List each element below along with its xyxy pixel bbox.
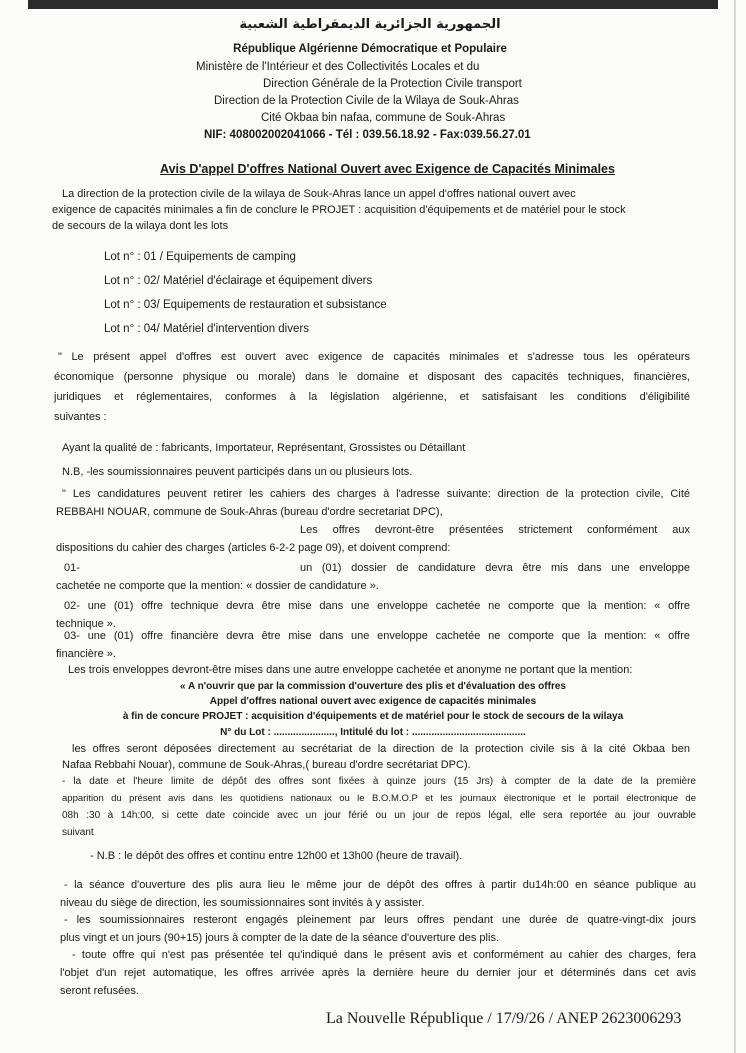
header-direction: Direction de la Protection Civile de la Wilaya de Souk-Ahras [214,95,519,107]
rejet-line: l'objet d'un rejet automatique, les offres arrivée après la dernière heure du dernier jour et déterminés dans cet avis [60,967,696,979]
seance-line: niveau du siège de direction, les soumissionnaires sont invités à y assister. [60,897,425,909]
depot-line: les offres seront déposées directement au secrétariat de la direction de la protection civile sis à la cité Okbaa ben [72,743,690,755]
lot-item: Lot n° : 01 / Equipements de camping [104,251,296,263]
arabic-title: الجمهورية الجزائرية الديمقراطية الشعبية [239,17,501,32]
offres-line: dispositions du cahier des charges (articles 6-2-2 page 09), et doivent comprend: [56,542,451,554]
intro-line: exigence de capacités minimales a fin de conclure le PROJET : acquisition d'équipements et de matériel pour le stock [52,204,626,216]
intro-line: La direction de la protection civile de la wilaya de Souk-Ahras lance un appel d'offres national ouvert avec [62,188,576,200]
retrait-line: " Les candidatures peuvent retirer les cahiers des charges à l'adresse suivante: direction de la protection civile, Cité [62,488,690,500]
header-dg: Direction Générale de la Protection Civile transport [263,78,522,90]
mention-line: N° du Lot : ......................, Intitulé du lot : ......................................... [220,727,526,738]
header-contacts: NIF: 408002002041066 - Tél : 039.56.18.92 - Fax:039.56.27.01 [204,129,531,141]
enveloppe-line: Les trois enveloppes devront-être mises dans une autre enveloppe cachetée et anonyme ne portant que la mention: [68,664,633,676]
lot-item: Lot n° : 02/ Matériel d'éclairage et équipement divers [104,275,373,287]
item-01-number: 01- [64,562,80,574]
delai-line: 08h :30 à 14h:00, si cette date coincide avec un jour férié ou un jour de repos légal, elle sera reportée au jour ouvrable [62,810,696,821]
eligibility-line: juridiques et réglementaires, conformes à la législation algérienne, et satisfaisant les conditions d'éligibilité [54,391,690,403]
scan-right-edge [734,0,736,1053]
offres-line: Les offres devront-être présentées strictement conformément aux [300,524,690,536]
rejet-line: - toute offre qui n'est pas présentée tel qu'indiqué dans le présent avis et conformément au cahier des charges, fera [72,949,696,961]
eligibility-line: économique (personne physique ou morale) dans le domaine et disposant des capacités techniques, financières, [54,371,690,383]
item-01-text: cachetée ne comporte que la mention: « dossier de candidature ». [56,580,379,592]
rejet-line: seront refusées. [60,985,139,997]
publication-footer: La Nouvelle République / 17/9/26 / ANEP 2623006293 [326,1010,682,1027]
scan-top-border [28,0,718,9]
seance-line: - la séance d'ouverture des plis aura lieu le même jour de dépôt des offres à partir du14h:00 en séance publique au [64,879,696,891]
notice-title: Avis D'appel D'offres National Ouvert avec Exigence de Capacités Minimales [160,162,615,176]
header-address: Cité Okbaa bin nafaa, commune de Souk-Ahras [261,112,506,124]
delai-line: - la date et l'heure limite de dépôt des offres sont fixées à quinze jours (15 Jrs) à compter de la date de la première [62,776,696,787]
qualite-line: Ayant la qualité de : fabricants, Importateur, Représentant, Grossistes ou Détaillant [62,442,466,454]
nb-horaire: - N.B : le dépôt des offres et continu entre 12h00 et 13h00 (heure de travail). [90,850,463,862]
delai-line: apparition du présent avis dans les quotidiens nationaux ou le B.O.M.O.P et les journaux électronique et le portail électronique de [62,793,696,804]
header-ministry: Ministère de l'Intérieur et des Collectivités Locales et du [196,61,480,73]
lot-item: Lot n° : 03/ Equipements de restauration et subsistance [104,299,387,311]
depot-line: Nafaa Rebbahi Nouar), commune de Souk-Ahras,( bureau d'ordre secrétariat DPC). [62,759,471,771]
delai-line: suivant [62,827,94,838]
item-03-text: financière ». [56,648,116,660]
eligibility-line: suivantes : [54,411,107,423]
intro-line: de secours de la wilaya dont les lots [52,220,229,232]
item-03-text: 03- une (01) offre financière devra être mise dans une enveloppe cachetée ne comporte que la mention: « offre [64,630,690,642]
mention-line: Appel d'offres national ouvert avec exigence de capacités minimales [209,696,537,707]
mention-line: à fin de concure PROJET : acquisition d'équipements et de matériel pour le stock de secours de la wilaya [122,711,624,722]
item-01-text: un (01) dossier de candidature devra être mis dans une enveloppe [300,562,690,574]
item-02-text: 02- une (01) offre technique devra être mise dans une enveloppe cachetée ne comporte que la mention: « offre [64,600,690,612]
nb-lots: N.B, -les soumissionnaires peuvent participés dans un ou plusieurs lots. [62,466,413,478]
mention-line: « A n'ouvrir que par la commission d'ouverture des plis et d'évaluation des offres [180,681,566,692]
engagement-line: - les soumissionnaires resteront engagés pleinement par leurs offres pendant une durée de quatre-vingt-dix jours [64,914,696,926]
retrait-line: REBBAHI NOUAR, commune de Souk-Ahras (bureau d'ordre secretariat DPC), [56,506,443,518]
engagement-line: plus vingt et un jours (90+15) jours à compter de la date de la séance d'ouverture des plis. [60,932,499,944]
item-02-text: technique ». [56,618,116,630]
lot-item: Lot n° : 04/ Matériel d'intervention divers [104,323,309,335]
header-republic: République Algérienne Démocratique et Populaire [233,43,507,55]
eligibility-line: " Le présent appel d'offres est ouvert avec exigence de capacités minimales et s'adresse tous les opérateurs [58,351,690,363]
